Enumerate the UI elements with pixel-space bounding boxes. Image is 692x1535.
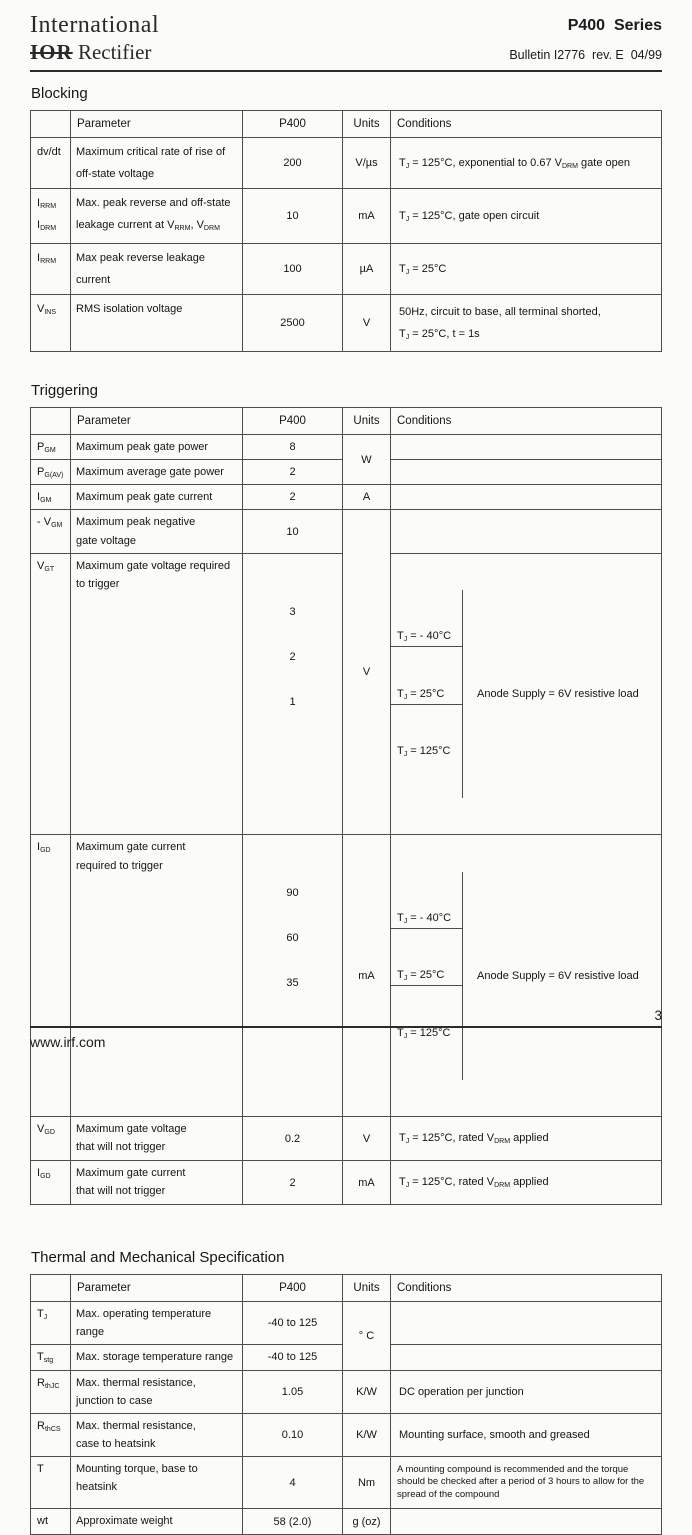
triggering-title: Triggering <box>31 382 98 399</box>
units-cell: mA <box>343 1161 391 1205</box>
table-row <box>31 435 662 460</box>
value-cell: 4 <box>243 1457 343 1509</box>
parameter-cell: Mounting torque, base to heatsink <box>71 1457 243 1509</box>
table-row <box>31 1457 662 1509</box>
table-row <box>31 835 662 1117</box>
conditions-cell <box>391 435 662 460</box>
parameter-cell: Max. storage temperature range <box>71 1345 243 1370</box>
value-cell: 58 (2.0) <box>243 1509 343 1535</box>
condition-note: Anode Supply = 6V resistive load <box>477 969 639 982</box>
parameter-cell: Maximum gate voltage that will not trigger <box>71 1117 243 1161</box>
ir-logo <box>30 12 159 65</box>
units-header: Units <box>343 408 391 435</box>
conditions-cell <box>391 553 662 835</box>
symbol-header <box>31 111 71 138</box>
parameter-cell: RMS isolation voltage <box>71 295 243 352</box>
conditions-cell: $T_J = 125^\circ C$, rated $V_{DRM}$ applied <box>391 1161 662 1205</box>
header-row <box>31 408 662 435</box>
parameter-cell: Maximum peak negative gate voltage <box>71 510 243 553</box>
table-row <box>31 1161 662 1205</box>
symbol-cell: $P_{G(AV)}$ <box>31 460 71 485</box>
parameter-cell: Maximum gate current required to trigger <box>71 835 243 1117</box>
page-number: 3 <box>654 1008 662 1023</box>
p400-header: P400 <box>243 408 343 435</box>
value-cell: -40 to 125 <box>243 1302 343 1345</box>
units-cell: Nm <box>343 1457 391 1509</box>
page-header <box>30 12 662 65</box>
blocking-title: Blocking <box>31 85 88 102</box>
condition-temp: $T_J$ = - 40°C <box>391 626 462 647</box>
blocking-table <box>30 110 662 352</box>
symbol-cell: $V_{GD}$ <box>31 1117 71 1161</box>
condition-temp: $T_J$ = - 40°C <box>391 908 462 929</box>
header-row <box>31 1275 662 1302</box>
symbol-header <box>31 408 71 435</box>
value-cell <box>243 835 343 1117</box>
symbol-cell: dv/dt <box>31 138 71 189</box>
units-cell: V <box>343 295 391 352</box>
value-cell: 0.2 <box>243 1117 343 1161</box>
parameter-cell: Maximum critical rate of rise of off-state voltage <box>71 138 243 189</box>
parameter-header: Parameter <box>71 1275 243 1302</box>
parameter-cell: Maximum peak gate power <box>71 435 243 460</box>
symbol-cell: $V_{INS}$ <box>31 295 71 352</box>
conditions-cell <box>391 460 662 485</box>
condition-note: Anode Supply = 6V resistive load <box>477 687 639 700</box>
value-cell: 10 <box>243 189 343 244</box>
conditions-cell: $T_J = 125^\circ C$, exponential to 0.67 $V_{DRM}$ gate open <box>391 138 662 189</box>
parameter-cell: Maximum gate current that will not trigger <box>71 1161 243 1205</box>
value-cell <box>243 553 343 835</box>
condition-temp: $T_J = 125^\circ C$ <box>397 1026 451 1040</box>
bulletin-text: Bulletin I2776 rev. E 04/99 <box>509 48 662 62</box>
table-row <box>31 1370 662 1413</box>
value-cell: 0.10 <box>243 1413 343 1456</box>
table-row <box>31 1509 662 1535</box>
parameter-header: Parameter <box>71 111 243 138</box>
parameter-cell: Max. thermal resistance, junction to case <box>71 1370 243 1413</box>
conditions-cell <box>391 1302 662 1345</box>
parameter-cell: Max. thermal resistance, case to heatsink <box>71 1413 243 1456</box>
conditions-header: Conditions <box>391 408 662 435</box>
units-cell: A <box>343 485 391 510</box>
table-row <box>31 138 662 189</box>
condition-temp: $T_J = 125^\circ C$ <box>397 744 451 758</box>
symbol-cell: $R_{thJC}$ <box>31 1370 71 1413</box>
triggering-section <box>30 382 662 1205</box>
symbol-cell: $P_{GM}$ <box>31 435 71 460</box>
p400-header: P400 <box>243 1275 343 1302</box>
conditions-header: Conditions <box>391 111 662 138</box>
value-cell: 100 <box>243 244 343 295</box>
conditions-cell <box>391 510 662 553</box>
parameter-header: Parameter <box>71 408 243 435</box>
symbol-cell: - $V_{GM}$ <box>31 510 71 553</box>
conditions-cell: $T_J = 125^\circ C$, rated $V_{DRM}$ applied <box>391 1117 662 1161</box>
units-cell: K/W <box>343 1413 391 1456</box>
conditions-cell: $T_J = 125^\circ C$, gate open circuit <box>391 189 662 244</box>
units-header: Units <box>343 111 391 138</box>
symbol-cell: $R_{thCS}$ <box>31 1413 71 1456</box>
units-cell: ° C <box>343 1302 391 1370</box>
value-cell: -40 to 125 <box>243 1345 343 1370</box>
header-row <box>31 111 662 138</box>
value-cell: 2500 <box>243 295 343 352</box>
units-cell: W <box>343 435 391 485</box>
value-stack: 90 60 35 <box>286 887 299 990</box>
conditions-cell: A mounting compound is recommended and the torque should be checked after a period of 3 hours to allow for the spread of the compound <box>391 1457 662 1509</box>
units-cell: µA <box>343 244 391 295</box>
parameter-cell: Maximum average gate power <box>71 460 243 485</box>
table-row <box>31 1302 662 1345</box>
units-header: Units <box>343 1275 391 1302</box>
symbol-cell: T <box>31 1457 71 1509</box>
symbol-cell: $T_J$ <box>31 1302 71 1345</box>
symbol-cell: $I_{GD}$ <box>31 1161 71 1205</box>
thermal-section <box>30 1249 662 1535</box>
condition-temp: $T_J = 25^\circ C$ <box>391 965 462 986</box>
logo-international-text: International <box>30 12 160 38</box>
parameter-cell: Maximum peak gate current <box>71 485 243 510</box>
condition-temp: $T_J = 25^\circ C$ <box>391 684 462 705</box>
conditions-cell <box>391 485 662 510</box>
conditions-cell: Mounting surface, smooth and greased <box>391 1413 662 1456</box>
parameter-cell: Max. operating temperature range <box>71 1302 243 1345</box>
thermal-table <box>30 1274 662 1535</box>
triggering-table <box>30 407 662 1205</box>
conditions-header: Conditions <box>391 1275 662 1302</box>
parameter-cell: Max peak reverse leakage current <box>71 244 243 295</box>
units-cell: K/W <box>343 1370 391 1413</box>
temperature-box <box>391 590 463 798</box>
value-cell: 10 <box>243 510 343 553</box>
table-row <box>31 1413 662 1456</box>
symbol-cell: $I_{GM}$ <box>31 485 71 510</box>
p400-header: P400 <box>243 111 343 138</box>
value-cell: 8 <box>243 435 343 460</box>
page-footer <box>30 1008 662 1050</box>
blocking-section <box>30 85 662 352</box>
table-row <box>31 485 662 510</box>
value-cell: 1.05 <box>243 1370 343 1413</box>
value-cell: 2 <box>243 1161 343 1205</box>
table-row <box>31 189 662 244</box>
table-row <box>31 244 662 295</box>
table-row <box>31 1117 662 1161</box>
logo-rectifier-text <box>30 40 159 65</box>
value-cell: 200 <box>243 138 343 189</box>
symbol-cell: $V_{GT}$ <box>31 553 71 835</box>
symbol-header <box>31 1275 71 1302</box>
parameter-cell: Max. peak reverse and off-state leakage current at $V_{RRM}$, $V_{DRM}$ <box>71 189 243 244</box>
conditions-cell: $T_J = 25^\circ C$ <box>391 244 662 295</box>
symbol-cell: wt <box>31 1509 71 1535</box>
units-cell: mA <box>343 189 391 244</box>
series-title: P400 Series <box>567 17 662 34</box>
units-cell: g (oz) <box>343 1509 391 1535</box>
website-url: www.irf.com <box>30 1034 106 1050</box>
table-row <box>31 510 662 553</box>
thermal-title: Thermal and Mechanical Specification <box>31 1249 285 1267</box>
value-cell: 2 <box>243 460 343 485</box>
symbol-cell: $I_{RRM}$ $I_{DRM}$ <box>31 189 71 244</box>
parameter-cell: Approximate weight <box>71 1509 243 1535</box>
units-cell: V <box>343 510 391 835</box>
table-row <box>31 295 662 352</box>
footer-divider <box>30 1026 662 1028</box>
ior-logo-mark: IOR <box>30 40 73 64</box>
logo-rectifier-label: Rectifier <box>77 40 152 64</box>
conditions-cell: 50Hz, circuit to base, all terminal shorted, $T_J = 25^\circ C$, t = 1s <box>391 295 662 352</box>
units-cell: V/µs <box>343 138 391 189</box>
conditions-cell: DC operation per junction <box>391 1370 662 1413</box>
conditions-cell <box>391 1345 662 1370</box>
conditions-cell <box>391 1509 662 1535</box>
symbol-cell: $T_{stg}$ <box>31 1345 71 1370</box>
parameter-cell: Maximum gate voltage required to trigger <box>71 553 243 835</box>
units-cell: V <box>343 1117 391 1161</box>
conditions-cell <box>391 835 662 1117</box>
symbol-cell: $I_{RRM}$ <box>31 244 71 295</box>
header-right <box>509 12 662 62</box>
conditions-split <box>391 590 661 798</box>
value-cell: 2 <box>243 485 343 510</box>
header-divider <box>30 70 662 72</box>
units-cell: mA <box>343 835 391 1117</box>
symbol-cell: $I_{GD}$ <box>31 835 71 1117</box>
value-stack: 3 2 1 <box>289 605 296 708</box>
